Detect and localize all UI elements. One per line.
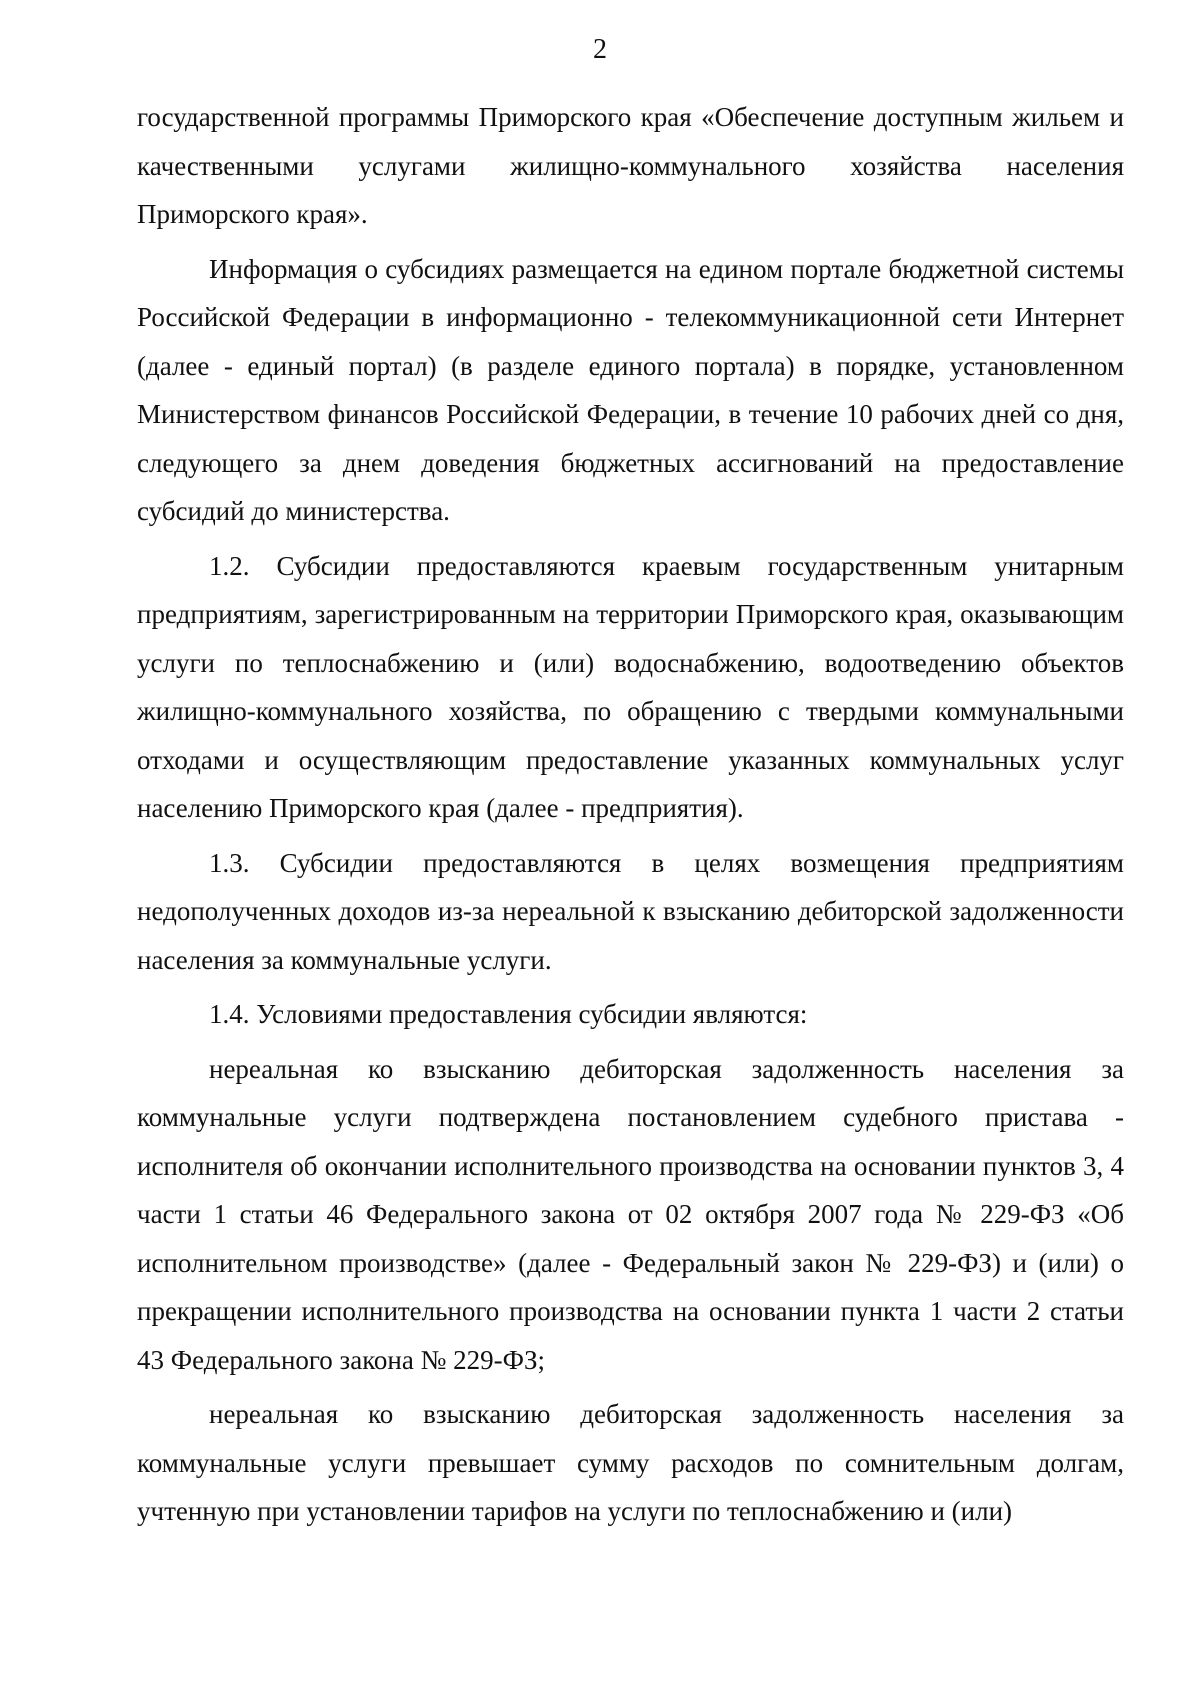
paragraph: нереальная ко взысканию дебиторская задолженность населения за коммунальные услуги подтверждена постановлением судебного пристава - исполнителя об окончании исполнительного производства на основании пунктов 3, 4 части 1 статьи 46 Федерального закона от 02 октября 2007 года № 229-ФЗ «Об исполнительном производстве» (далее - Федеральный закон № 229-ФЗ) и (или) о прекращении исполнительного производства на основании пункта 1 части 2 статьи 43 Федерального закона № 229-ФЗ; [137,1053,1124,1375]
document-body [137,93,1124,1542]
paragraph: 1.3. Субсидии предоставляются в целях возмещения предприятиям недополученных доходов из-за нереальной к взысканию дебиторской задолженности населения за коммунальные услуги. [137,847,1124,975]
paragraph: государственной программы Приморского края «Обеспечение доступным жильем и качественными услугами жилищно-коммунального хозяйства населения Приморского края». [137,102,1124,229]
paragraph: нереальная ко взысканию дебиторская задолженность населения за коммунальные услуги превышает сумму расходов по сомнительным долгам, учтенную при установлении тарифов на услуги по теплоснабжению и (или) [137,1399,1124,1526]
page-number: 2 [593,34,607,65]
paragraph: 1.2. Субсидии предоставляются краевым государственным унитарным предприятиям, зарегистрированным на территории Приморского края, оказывающим услуги по теплоснабжению и (или) водоснабжению, водоотведению объектов жилищно-коммунального хозяйства, по обращению с твердыми коммунальными отходами и осуществляющим предоставление указанных коммунальных услуг населению Приморского края (далее - предприятия). [137,550,1124,823]
paragraph: Информация о субсидиях размещается на едином портале бюджетной системы Российской Федерации в информационно - телекоммуникационной сети Интернет (далее - единый портал) (в разделе единого портала) в порядке, установленном Министерством финансов Российской Федерации, в течение 10 рабочих дней со дня, следующего за днем доведения бюджетных ассигнований на предоставление субсидий до министерства. [137,253,1124,526]
paragraph: 1.4. Условиями предоставления субсидии являются: [209,999,808,1029]
